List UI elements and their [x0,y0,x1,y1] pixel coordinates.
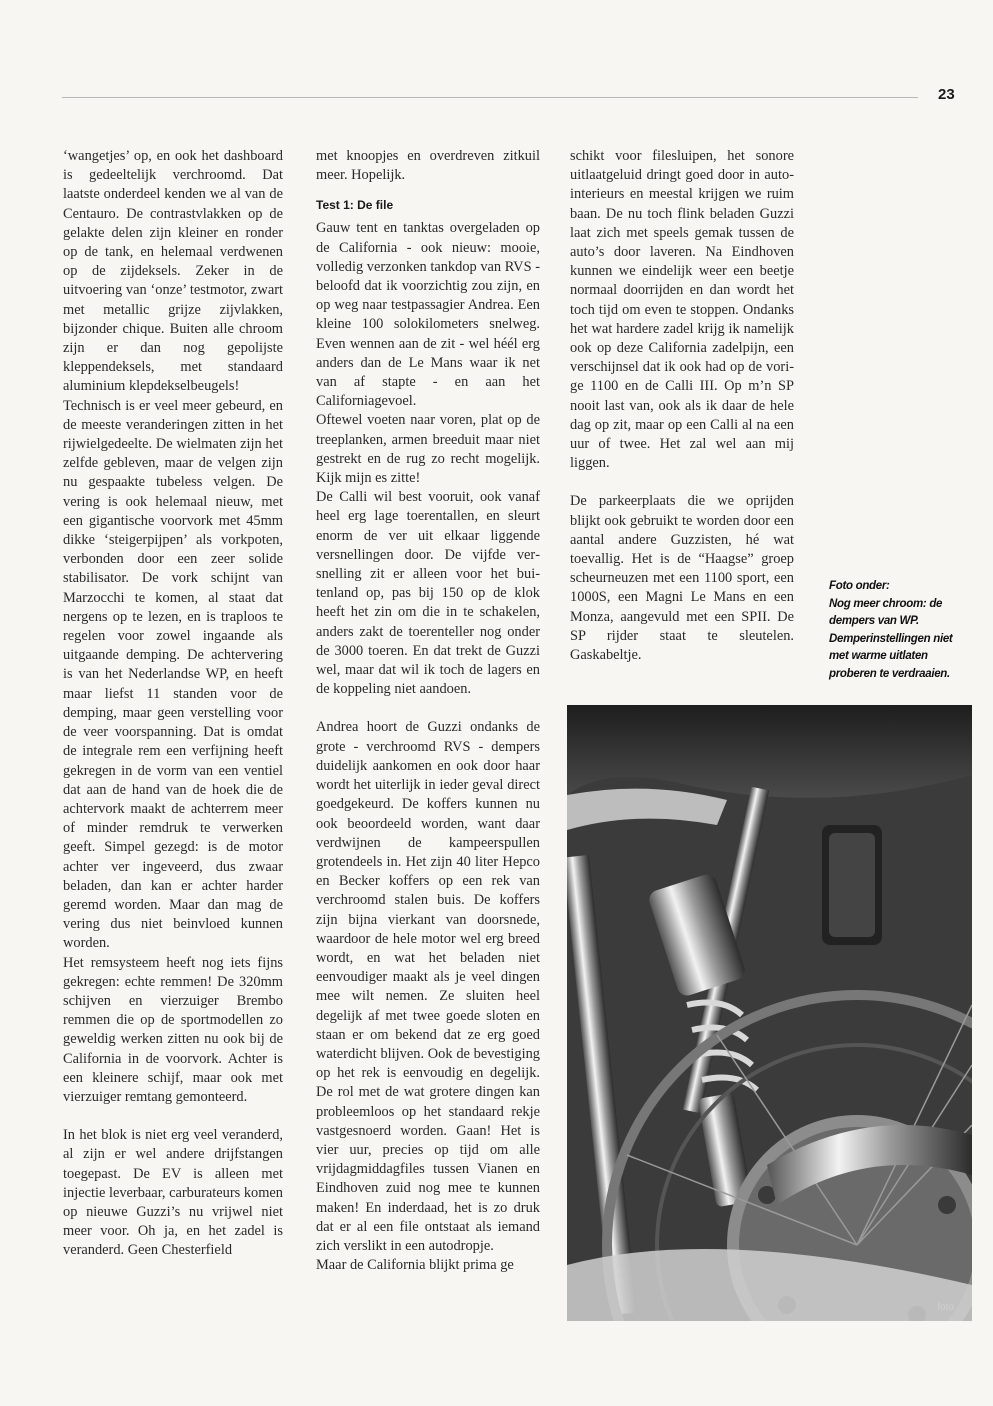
motorcycle-shock-absorber-photo [567,705,972,1321]
article-column-2 [316,147,540,1275]
article-column-3 [570,147,794,665]
page-number: 23 [938,86,955,103]
section-heading: Test 1: De file [316,198,394,213]
paragraph: schikt voor filesluipen, het sonore uitlaatgeluid dringt goed door in auto-interieurs en meestal krijgen we ruim baan. De nu toch flink beladen Guzzi laat zich met speels gemak tussen de auto’s door laveren. Na Eindhoven kunnen we eindelijk weer een beetje normaal doorrijden en dan wordt het toch tijd om even te stoppen. Ondanks het wat hardere zadel krijg ik namelijk ook op deze California zadelpijn, een verschijnsel dat ik ook had op de vorige 1100 en de Calli III. Op m’n SP nooit last van, ook als ik daar de hele dag op zit, maar op een Calli al na een uur of twee. Het zal wel aan mij liggen. [570,148,794,472]
paragraph: Gauw tent en tanktas overgeladen op de California - ook nieuw: mooie, volledig verzonken tankdop van RVS - beloofd dat ik voorzichtig zou zijn, en op weg naar testpassagier Andrea. Een kleine 100 solokilometers snelweg. Even wennen aan de zit - wel héél erg anders dan de Le Mans waar ik net van af stapte - en aan het Californiagevoel. [316,220,540,410]
paragraph: De Calli wil best vooruit, ook vanaf heel erg lage toerentallen, en sleurt enorm de ver uit elkaar liggende versnellingen door. De vijfde versnelling zit er alleen voor het buitenland op, pas bij 150 op de klok heeft het zin om die in te schakelen, anders zakt de toerenteller nog onder de 3000 toeren. En dat trekt de Guzzi wel, maar dat wil ik toch de lagers en de koppeling niet aandoen. [316,489,540,698]
paragraph: De parkeerplaats die we oprijden blijkt ook gebruikt te worden door een aantal andere Guzzisten, hé wat toevallig. Het is de “Haagse” groep scheurneuzen met een 1100 sport, een 1000S, een Magni Le Mans en een Monza, aangevuld met een SPII. De SP rijder staat te sleutelen. Gaskabeltje. [570,493,794,664]
paragraph: Maar de California blijkt prima ge [316,1257,514,1274]
photo-illustration [567,705,972,1321]
paragraph: Andrea hoort de Guzzi ondanks de grote - verchroomd RVS - dempers duidelijk aankomen en ook door haar wordt het uiterlijk in ieder geval direct goedgekeurd. De koffers kunnen nu ook beoordeeld worden, want daar verdwijnen de kampeerspullen grotendeels in. Het zijn 40 liter Hepco en Becker koffers op een rek van verchroomd stalen buis. De koffers zijn bijna vierkant van doorsnede, waardoor de hele motor wel erg breed wordt, en wat het beladen niet eenvoudiger maakt als je veel dingen mee wilt nemen. Ze sluiten heel degelijk af met twee goede sloten en staan er om bekend dat ze erg goed waterdicht blijven. Ook de bevestiging op het rek is eenvoudig en degelijk. De rol met de wat grotere dingen kan probleemloos op het standaard rekje vastgesnoerd worden. Gaan! Het is vier uur, precies op tijd om alle vrijdagmiddagfiles tussen Vianen en Eindhoven zuid nog mee te kunnen maken! En inderdaad, het is zo druk dat er al een file ontstaat als iemand zich verslikt in een autodropje. [316,719,540,1254]
header-rule [62,97,918,98]
paragraph: ‘wangetjes’ op, en ook het dashboard is gedeeltelijk verchroomd. Dat laatste onderdeel kenden we al van de Centauro. De contrastvlakken op de gelakte delen zijn kleiner en ronder op de tank, en helemaal verdwenen op de zijdeksels. Zeker in de uitvoering van ‘onze’ testmotor, zwart met metallic grijze zijvlakken, bijzonder chique. Buiten alle chroom zijn er dan nog gepolijste kleppendeksels, met standaard aluminium klepdekselbeugels! [63,148,283,395]
paragraph: Het remsysteem heeft nog iets fijns gekregen: echte remmen! De 320mm schijven en vierzuiger Brembo remmen die op de sportmodellen zo geweldig werken zitten nu ook bij de California in de voorvork. Achter is een kleinere schijf, maar ook met vierzuiger remtang gemonteerd. [63,954,283,1105]
caption-label: Foto onder: [829,580,890,592]
paragraph: Oftewel voeten naar voren, plat op de treeplanken, armen breeduit maar niet gestrekt en de rug zo recht mogelijk. Kijk mijn es zitte! [316,412,540,487]
article-column-1 [63,147,283,1261]
caption-text: Nog meer chroom: de dempers van WP. Demperinstellingen niet met warme uitlaten proberen te verdraaien. [829,597,953,680]
photo-caption [829,578,969,683]
paragraph: met knoopjes en overdreven zitkuil meer. Hopelijk. [316,148,540,184]
paragraph: Technisch is er veel meer gebeurd, en de meeste veranderingen zitten in het rijwielgedeelte. De wielmaten zijn het zelfde gebleven, maar de velgen zijn nu gespaakte tubeless velgen. De vering is ook helemaal nieuw, met een gigantische voorvork met 45mm dikke ‘steigerpijpen’ als vorkpoten, verbonden door een zeer solide stabilisator. De vork schijnt van Marzocchi te komen, al staat dat nergens op te lezen, en is traploos te regelen voor zowel ingaande als uitgaande demping. De achtervering is van het Nederlandse WP, en heeft maar liefst 11 standen voor de demping, maar geen verstelling voor de veer voorspanning. Dat is omdat de integrale rem een verfijning heeft gekregen in de vorm van een ventiel dat aan de hand van de hoek die de achtervork maakt de achterrem meer of minder remdruk te verwerken geeft. Simpel gezegd: is de motor achter ver ingeveerd, dus zwaar beladen, dan kan er achter harder geremd worden. Maar dan mag de vering dus niet beinvloed kunnen worden. [63,397,283,952]
photo-credit: foto [937,1302,954,1313]
paragraph: In het blok is niet erg veel veranderd, al zijn er wel andere drijfstangen toegepast. De EV is alleen met injectie leverbaar, carburateurs komen op nieuwe Guzzi’s nu vrijwel niet meer voor. Oh ja, en het zadel is veranderd. Geen Chesterfield [63,1127,283,1259]
